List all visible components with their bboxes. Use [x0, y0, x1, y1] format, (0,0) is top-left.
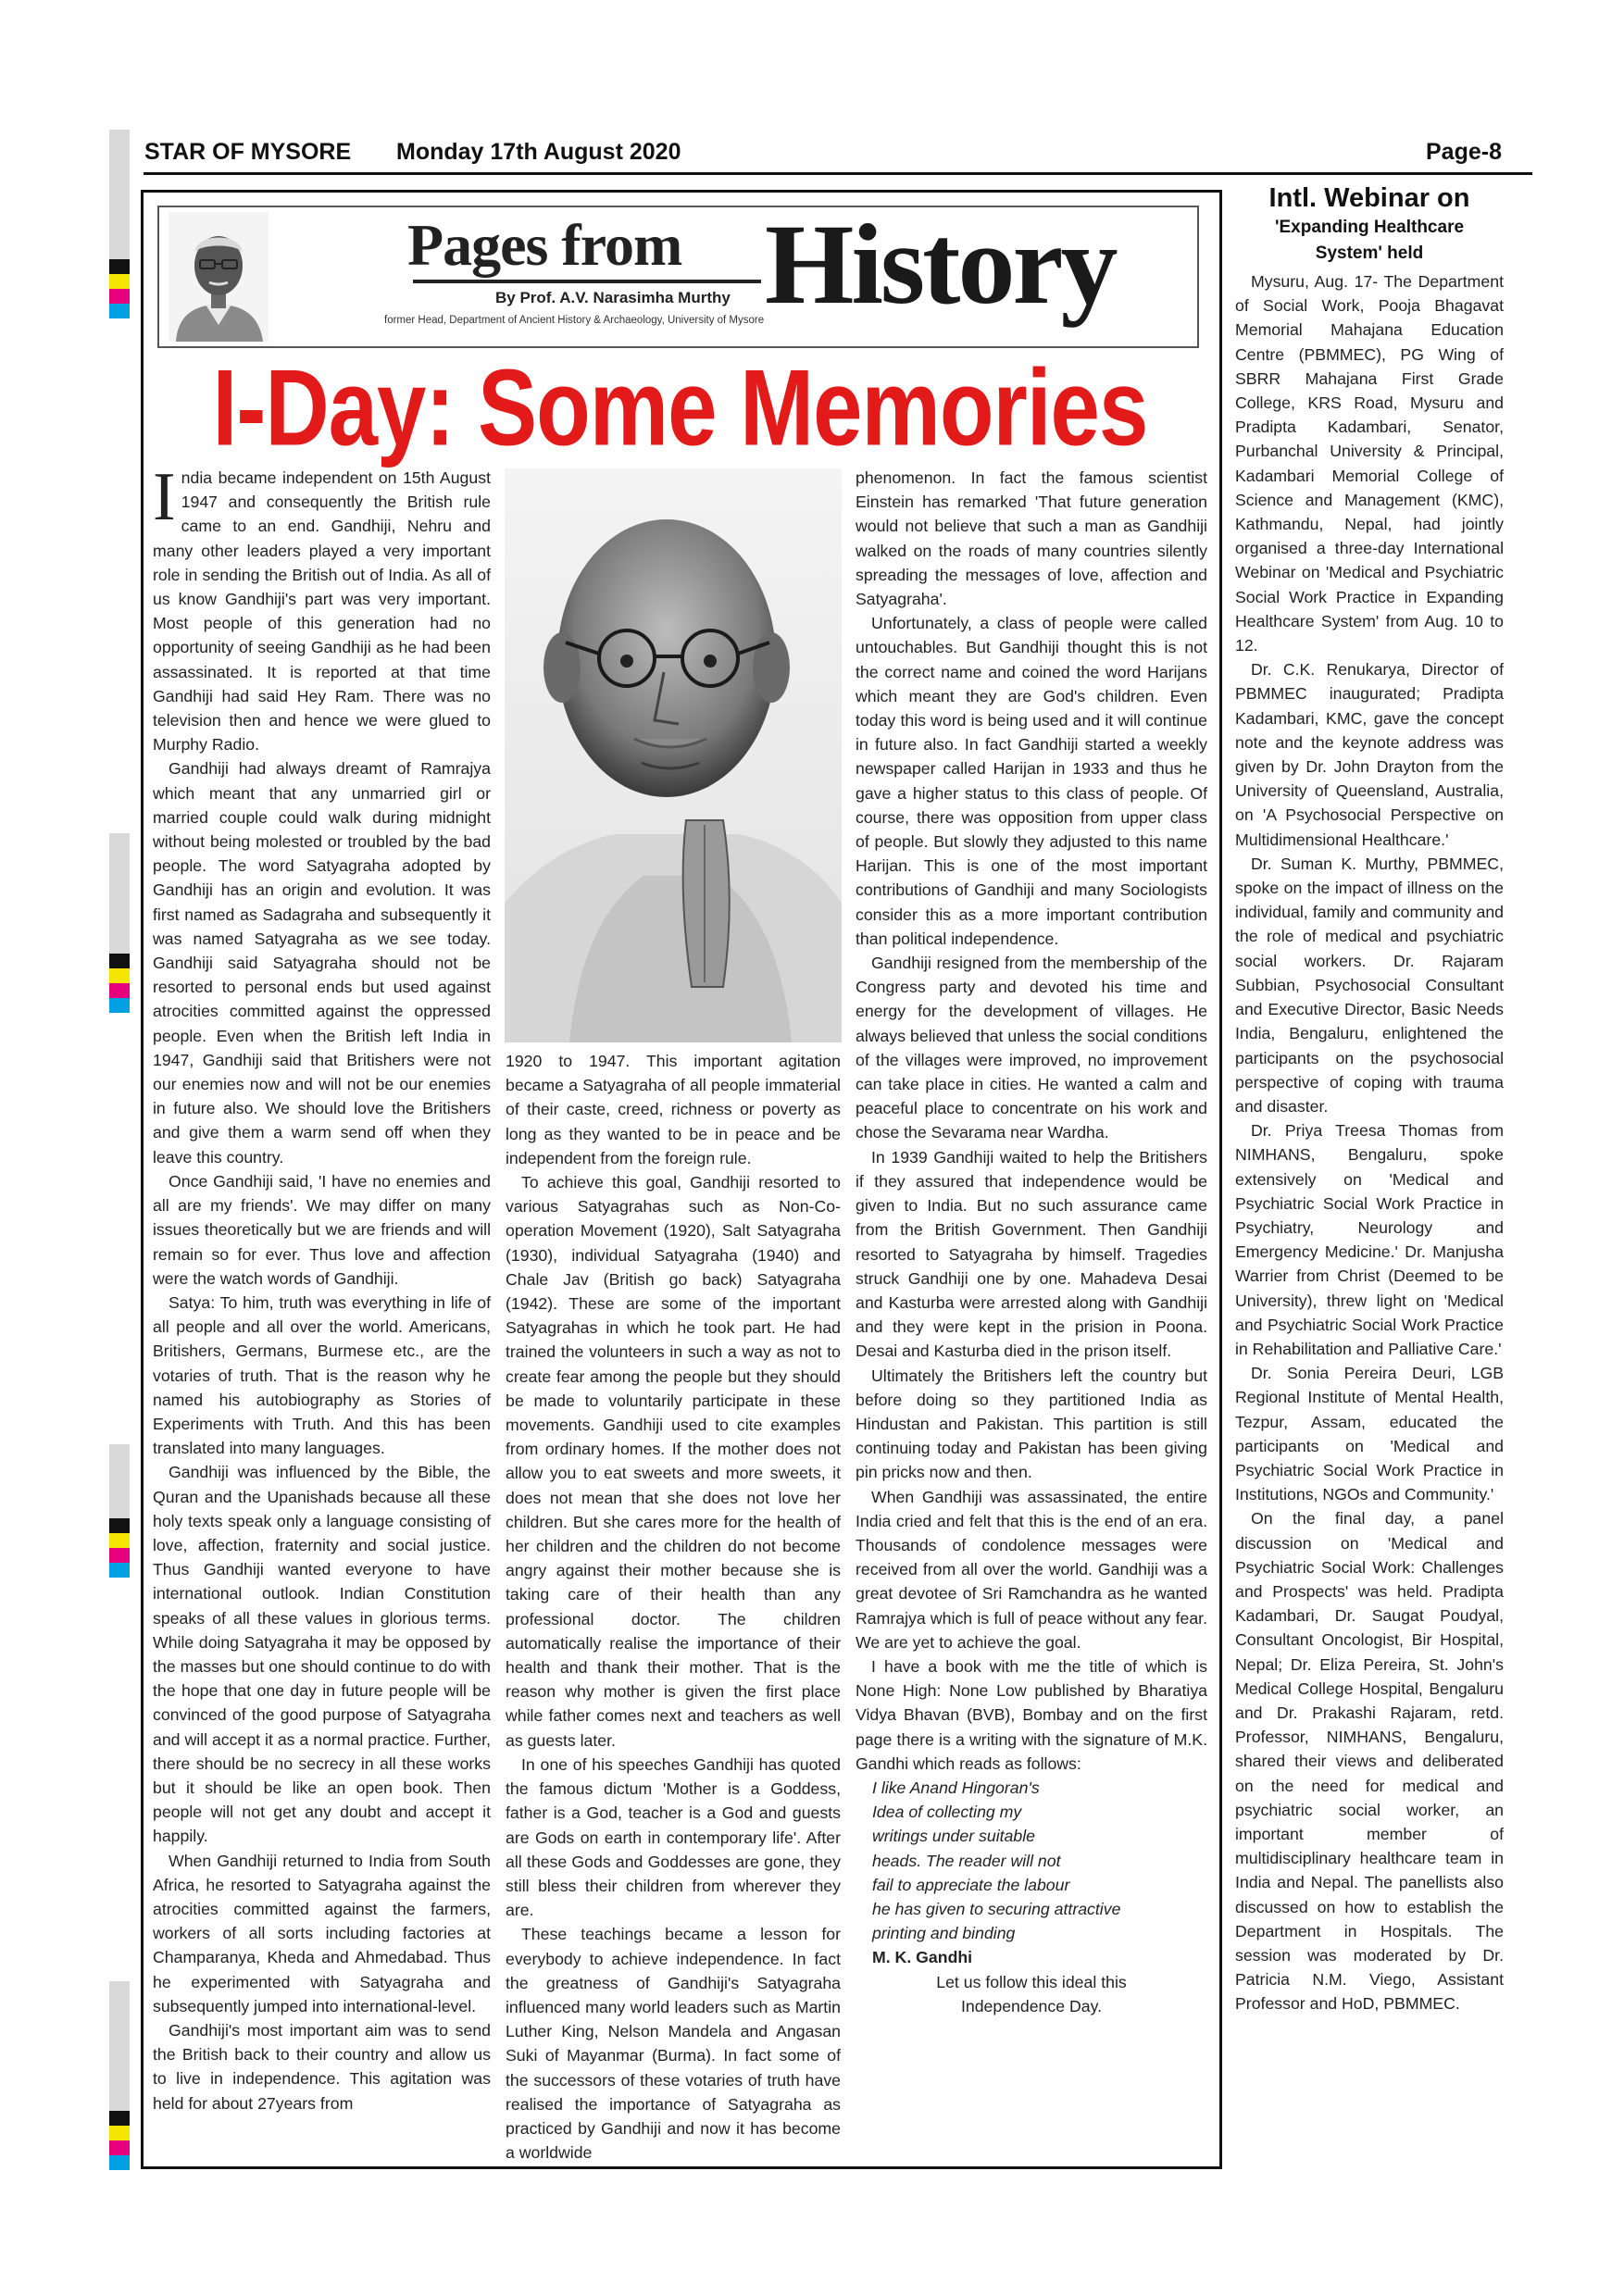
sidebar-article [1235, 269, 1504, 2016]
paragraph: I have a book with me the title of which is None High: None Low published by Bharatiya Vidya Bhavan (BVB), Bombay and on the first page there is a writing with the signature of M.K. Gandhi which reads as follows: [856, 1656, 1207, 1773]
author-byline: By Prof. A.V. Narasimha Murthy [495, 289, 731, 306]
article-column-3 [856, 466, 1207, 2018]
registration-black [109, 1518, 130, 1533]
page-number: Page-8 [1426, 139, 1502, 165]
quote-line: I like Anand Hingoran's [872, 1778, 1040, 1797]
paragraph: Dr. Suman K. Murthy, PBMMEC, spoke on the impact of illness on the individual, family and community and the role of medical and psychiatric social workers. Dr. Rajaram Subbian, Psychosocial Consultant and Executive Director, Basic Needs India, Bengaluru, enlightened the participants on the psychosocial perspective of coping with trauma and disaster. [1235, 854, 1504, 1116]
paragraph: Unfortunately, a class of people were called untouchables. But Gandhiji thought this is not the correct name and coined the word Harijans which meant they are God's children. Even today this word is being used and it will continue in future also. In fact Gandhiji started a weekly newspaper called Harijan in 1933 and thus he gave a higher status to this class of people. Of course, there was opposition from upper class of people. But slowly they adjusted to this name Harijan. This is one of the most important contributions of Gandhiji and many Sociologists consider this as a more important contribution than political independence. [856, 614, 1207, 948]
paragraph: ndia became independent on 15th August 1947 and consequently the British rule came to an end. Gandhiji, Nehru and many other leaders played a very important role in sending the British out of India. As all of us know Gandhiji's part was very important. Most people of this generation had no opportunity of seeing Gandhiji as he had been assassinated. It is reported at that time Gandhiji had said Hey Ram. There was no television then and hence we were glued to Murphy Radio. [153, 468, 491, 755]
quote-signature: M. K. Gandhi [872, 1948, 973, 1967]
sidebar-title-line: 'Expanding Healthcare [1274, 218, 1465, 237]
paragraph: In 1939 Gandhiji waited to help the Britishers if they assured that independence would be given to India. But no such assurance came from the British Government. Then Gandhiji resorted to Satyagraha by himself. Tragedies struck Gandhiji one by one. Mahadeva Desai and Kasturba were arrested along with Gandhiji and they were kept in the prision in Poona. Desai and Kasturba died in the prison itself. [856, 1147, 1207, 1361]
registration-strip [109, 1981, 130, 2111]
quote-line: printing and binding [872, 1924, 1016, 1943]
quote-line: heads. The reader will not [872, 1851, 1061, 1870]
closing-line: Let us follow this ideal this [936, 1972, 1127, 1991]
paragraph: Ultimately the Britishers left the country but before doing so they partitioned India as Hindustan and Pakistan. This partition is still continuing today and Pakistan has been giving pin pricks now and then. [856, 1366, 1207, 1482]
sidebar-title-line: Intl. Webinar on [1268, 183, 1470, 213]
registration-strip [109, 1444, 130, 1518]
registration-strip [109, 130, 130, 259]
paragraph: Dr. C.K. Renukarya, Director of PBMMEC inaugurated; Pradipta Kadambari, KMC, gave the concept note and the keynote address was given by Dr. John Drayton from the University of Queensland, Australia, on 'A Psychosocial Perspective on Multidimensional Healthcare.' [1235, 660, 1504, 849]
registration-black [109, 954, 130, 968]
article-headline: I-Day: Some Memories [212, 347, 1148, 469]
article-column-1 [153, 459, 491, 2115]
author-affiliation: former Head, Department of Ancient History & Archaeology, University of Mysore [384, 315, 765, 326]
quote-line: Idea of collecting my [872, 1803, 1022, 1822]
header-rule [144, 172, 1532, 175]
registration-yellow [109, 274, 130, 289]
gandhi-photo [505, 468, 842, 1042]
paragraph: In one of his speeches Gandhiji has quoted the famous dictum 'Mother is a Goddess, father is a God, teacher is a God and guests are Gods on earth in contemporary life'. After all these Gods and Goddesses are gone, they still bless their children from wherever they are. [506, 1754, 841, 1920]
registration-cyan [109, 2155, 130, 2170]
paragraph: Satya: To him, truth was everything in life of all people and all over the world. Americans, Britishers, Germans, Burmese etc., are the votaries of truth. That is the reason why he named his autobiography as Stories of Experiments with Truth. And this has been translated into many languages. [153, 1292, 491, 1458]
paragraph: When Gandhiji returned to India from South Africa, he resorted to Satyagraha against the atrocities committed against the farmers, workers of all sorts including factories at Champaranya, Kheda and Ahmedabad. Thus he experimented with Satyagraha and subsequently jumped into international-level. [153, 1851, 491, 2015]
paragraph: 1920 to 1947. This important agitation became a Satyagraha of all people immaterial of their caste, creed, richness or poverty as long as they wanted to be in peace and be independent from the foreign rule. [506, 1052, 841, 1167]
registration-yellow [109, 968, 130, 983]
paragraph: Dr. Priya Treesa Thomas from NIMHANS, Bengaluru, spoke extensively on 'Medical and Psychiatric Social Work Practice in Psychiatry, Neurology and Emergency Medicine.' Dr. Manjusha Warrier from Christ (Deemed to be University), threw light on 'Medical and Psychiatric Social Work Practice in Rehabilitation and Palliative Care.' [1235, 1121, 1504, 1358]
registration-yellow [109, 2126, 130, 2140]
column-title-history: History [765, 201, 1116, 328]
quote-line: fail to appreciate the labour [872, 1875, 1070, 1894]
paragraph: These teachings became a lesson for everybody to achieve independence. In fact the greatness of Gandhiji's Satyagraha influenced many world leaders such as Martin Luther King, Nelson Mandela and Angasan Suki of Mayanmar (Burma). In fact some of the successors of these votaries of truth have realised the importance of Satyagraha as practiced by Gandhiji and now it has become a worldwide [506, 1925, 841, 2163]
issue-date: Monday 17th August 2020 [396, 139, 681, 165]
registration-black [109, 2111, 130, 2126]
paragraph: Gandhiji's most important aim was to send the British back to their country and allow us to live in independence. This agitation was held for about 27years from [153, 2021, 491, 2113]
registration-cyan [109, 304, 130, 318]
registration-magenta [109, 1548, 130, 1563]
publication-name: STAR OF MYSORE [144, 139, 352, 165]
sidebar-headline [1235, 181, 1504, 267]
registration-magenta [109, 2140, 130, 2155]
paragraph: Dr. Sonia Pereira Deuri, LGB Regional Institute of Mental Health, Tezpur, Assam, educated the participants on 'Medical and Psychiatric Social Work Practice in Institutions, NGOs and Community.' [1235, 1364, 1504, 1504]
paragraph: To achieve this goal, Gandhiji resorted to various Satyagrahas such as Non-Co-operation Movement (1920), Salt Satyagraha (1930), individual Satyagraha (1940) and Chale Jav (British go back) Satyagraha (1942). These are some of the important Satyagrahas in which he took part. He had trained the volunteers in such a way as not to create fear among the people but they should be made to voluntarily participate in these movements. Gandhiji used to cite examples from ordinary homes. If the mother does not allow you to eat sweets and more sweets, it does not mean that she does not love her children. But she cares more for the health of her children and the children do not become angry against their mother because she is taking care of their health than any professional doctor. The children automatically realise the importance of their health and thank their mother. That is the reason why mother is given the first place while father comes next and teachers as well as guests later. [506, 1173, 841, 1750]
drop-cap: I [153, 459, 176, 535]
paragraph: Mysuru, Aug. 17- The Department of Social Work, Pooja Bhagavat Memorial Mahajana Education Centre (PBMMEC), PG Wing of SBRR Mahajana First Grade College, KRS Road, Mysuru and Pradipta Kadambari, Senator, Purbanchal University & Principal, Kadambari Memorial College of Science and Management (KMC), Kathmandu, Nepal, had jointly organised a three-day International Webinar on 'Medical and Psychiatric Social Work Practice in Expanding Healthcare System' from Aug. 10 to 12. [1235, 272, 1504, 655]
title-underline [413, 280, 761, 283]
column-title-pages-from: Pages from [407, 212, 682, 278]
registration-yellow [109, 1533, 130, 1548]
registration-cyan [109, 998, 130, 1013]
paragraph: phenomenon. In fact the famous scientist Einstein has remarked 'That future generation would not believe that such a man as Gandhiji walked on the roads of many countries silently spreading the messages of love, affection and Satyagraha'. [856, 468, 1207, 609]
paragraph: Gandhiji was influenced by the Bible, the Quran and the Upanishads because all these holy texts speak only a language consisting of love, affection, fraternity and social justice. Thus Gandhiji wanted everyone to have international outlook. Indian Constitution speaks of all these values in glorious terms. While doing Satyagraha it may be opposed by the masses but one should continue to do with the hope that one day in future people will be convinced of the good purpose of Satyagraha and will accept it as a normal practice. Further, there should be no secrecy in all these works but it should be like an open book. Then people will not get any doubt and accept it happily. [153, 1463, 491, 1846]
registration-strip [109, 833, 130, 954]
quote-line: writings under suitable [872, 1827, 1035, 1846]
article-column-2 [506, 1049, 841, 2165]
registration-black [109, 259, 130, 274]
quote-line: he has given to securing attractive [872, 1899, 1121, 1918]
paragraph: Gandhiji had always dreamt of Ramrajya which meant that any unmarried girl or married couple could walk during midnight without being molested or troubled by the bad people. The word Satyagraha adopted by Gandhiji has an origin and evolution. It was first named as Sadagraha and subsequently it was named Satyagraha as we see today. Gandhiji said Satyagraha should not be resorted to personal ends but used against atrocities committed against the oppressed people. Even when the British left India in 1947, Gandhiji said that Britishers were not our enemies now and will not be our enemies in future also. We should love the Britishers and give them a warm send off when they leave this country. [153, 759, 491, 1167]
paragraph: On the final day, a panel discussion on 'Medical and Psychiatric Social Work: Challenges and Prospects' was held. Pradipta Kadambari, Dr. Saugat Poudyal, Consultant Oncologist, Bir Hospital, Nepal; Dr. Eliza Pereira, St. John's Medical College Hospital, Bengaluru and Dr. Prakashi Rajaram, retd. Professor, NIMHANS, Bengaluru, shared their views and deliberated on the need for medical and psychiatric social worker, an important member of multidisciplinary healthcare team in India and Nepal. The panellists also discussed on how to establish the Department in Hospitals. The session was moderated by Dr. Patricia N.M. Viego, Assistant Professor and HoD, PBMMEC. [1235, 1509, 1504, 2014]
registration-magenta [109, 983, 130, 998]
closing-line: Independence Day. [960, 1996, 1103, 2015]
registration-cyan [109, 1563, 130, 1578]
paragraph: Once Gandhiji said, 'I have no enemies and all are my friends'. We may differ on many issues theoretically but we are friends and will remain so for ever. Thus love and affection were the watch words of Gandhiji. [153, 1171, 491, 1288]
sidebar-title-line: System' held [1315, 243, 1424, 263]
paragraph: Gandhiji resigned from the membership of the Congress party and devoted his time and energy for the development of villages. He always believed that unless the social conditions of the villages were improved, no improvement can take place in cities. He wanted a calm and peaceful place to concentrate on his work and chose the Sevarama near Wardha. [856, 954, 1207, 1142]
registration-magenta [109, 289, 130, 304]
paragraph: When Gandhiji was assassinated, the entire India cried and felt that this is the end of an era. Thousands of condolence messages were received from all over the world. Gandhiji was a great devotee of Sri Ramchandra as he wanted Ramrajya which is full of peace without any fear. We are yet to achieve the goal. [856, 1487, 1207, 1652]
author-portrait [169, 212, 269, 342]
